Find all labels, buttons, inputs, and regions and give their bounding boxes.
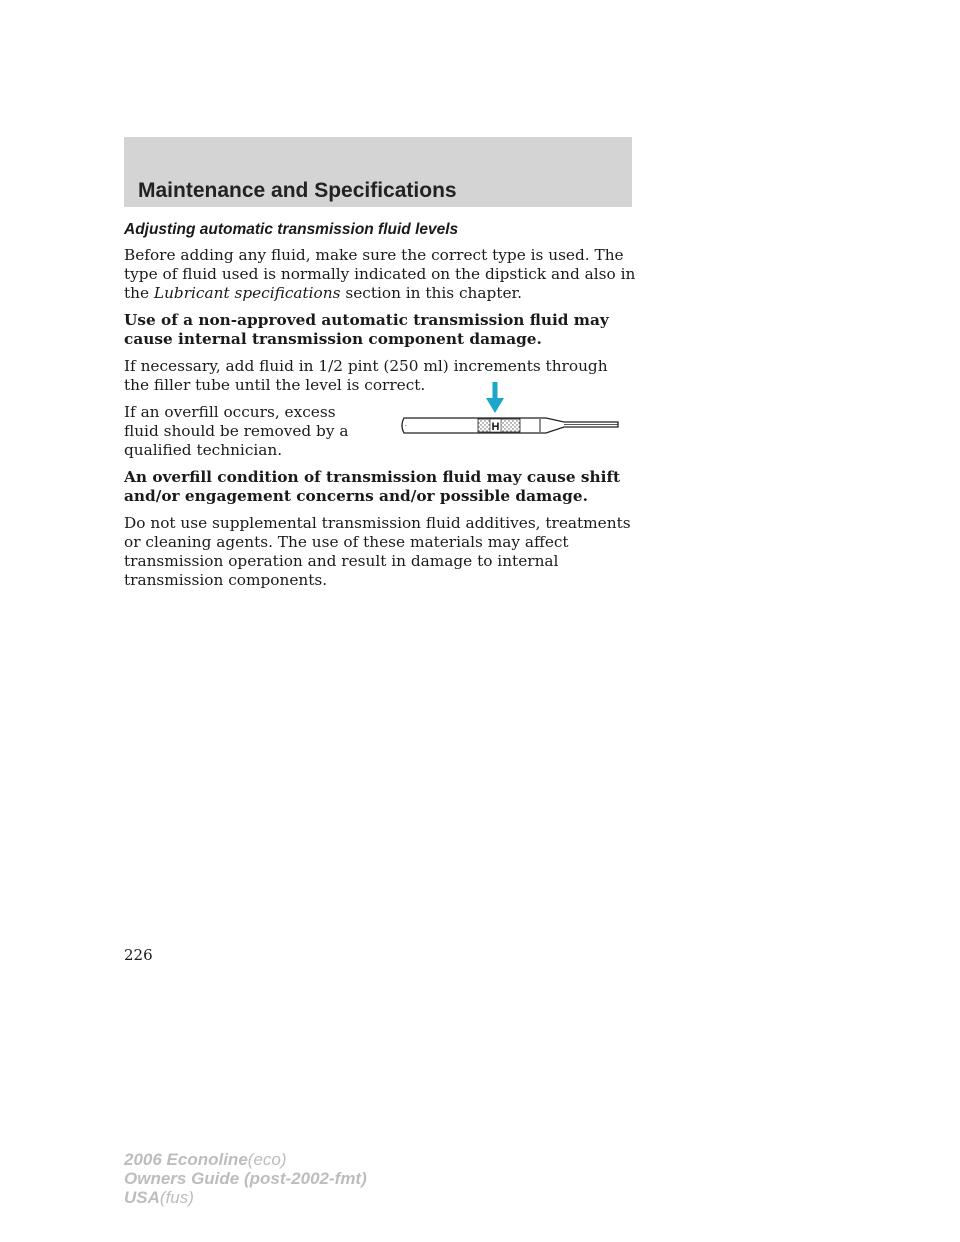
- level-arrow-icon: [486, 398, 504, 413]
- footer-model-code: (eco): [247, 1150, 287, 1169]
- dipstick-svg: [398, 382, 624, 440]
- footer-line-2: Owners Guide (post-2002-fmt): [124, 1169, 367, 1188]
- subsection-heading: Adjusting automatic transmission fluid levels: [124, 221, 459, 238]
- section-title: Maintenance and Specifications: [138, 179, 457, 202]
- section-header-band: [124, 137, 632, 207]
- dipstick-illustration: [398, 382, 624, 440]
- warning-overfill: An overfill condition of transmission fluid may cause shift and/or engagement concerns and/or possible damage.: [124, 468, 621, 505]
- warning-non-approved-fluid: Use of a non-approved automatic transmission fluid may cause internal transmission component damage.: [124, 311, 609, 348]
- page-number: 226: [124, 946, 153, 964]
- footer-line-1: [124, 1150, 367, 1169]
- paragraph-additives: Do not use supplemental transmission fluid additives, treatments or cleaning agents. The use of these materials may affect transmission operation and result in damage to internal transmission components.: [124, 514, 631, 589]
- paragraph-fluid-type: [124, 246, 636, 303]
- dipstick-h-mark: H: [491, 421, 500, 433]
- paragraph-fluid-type-text-a: Before adding any fluid, make sure the correct type is used. The type of fluid used is normally indicated on the dipstick and also in the: [124, 246, 636, 302]
- footer-market: USA: [124, 1188, 160, 1207]
- paragraph-fluid-type-text-b: section in this chapter.: [340, 284, 523, 302]
- paragraph-overfill: If an overfill occurs, excess fluid should be removed by a qualified technician.: [124, 403, 349, 459]
- lubricant-spec-reference: Lubricant specifications: [153, 284, 341, 302]
- paragraph-add-fluid: If necessary, add fluid in 1/2 pint (250 ml) increments through the filler tube until the level is correct.: [124, 357, 608, 394]
- footer-market-code: (fus): [159, 1188, 194, 1207]
- footer-line-3: [124, 1188, 367, 1207]
- document-footer: [124, 1150, 367, 1207]
- footer-model: 2006 Econoline: [124, 1150, 248, 1169]
